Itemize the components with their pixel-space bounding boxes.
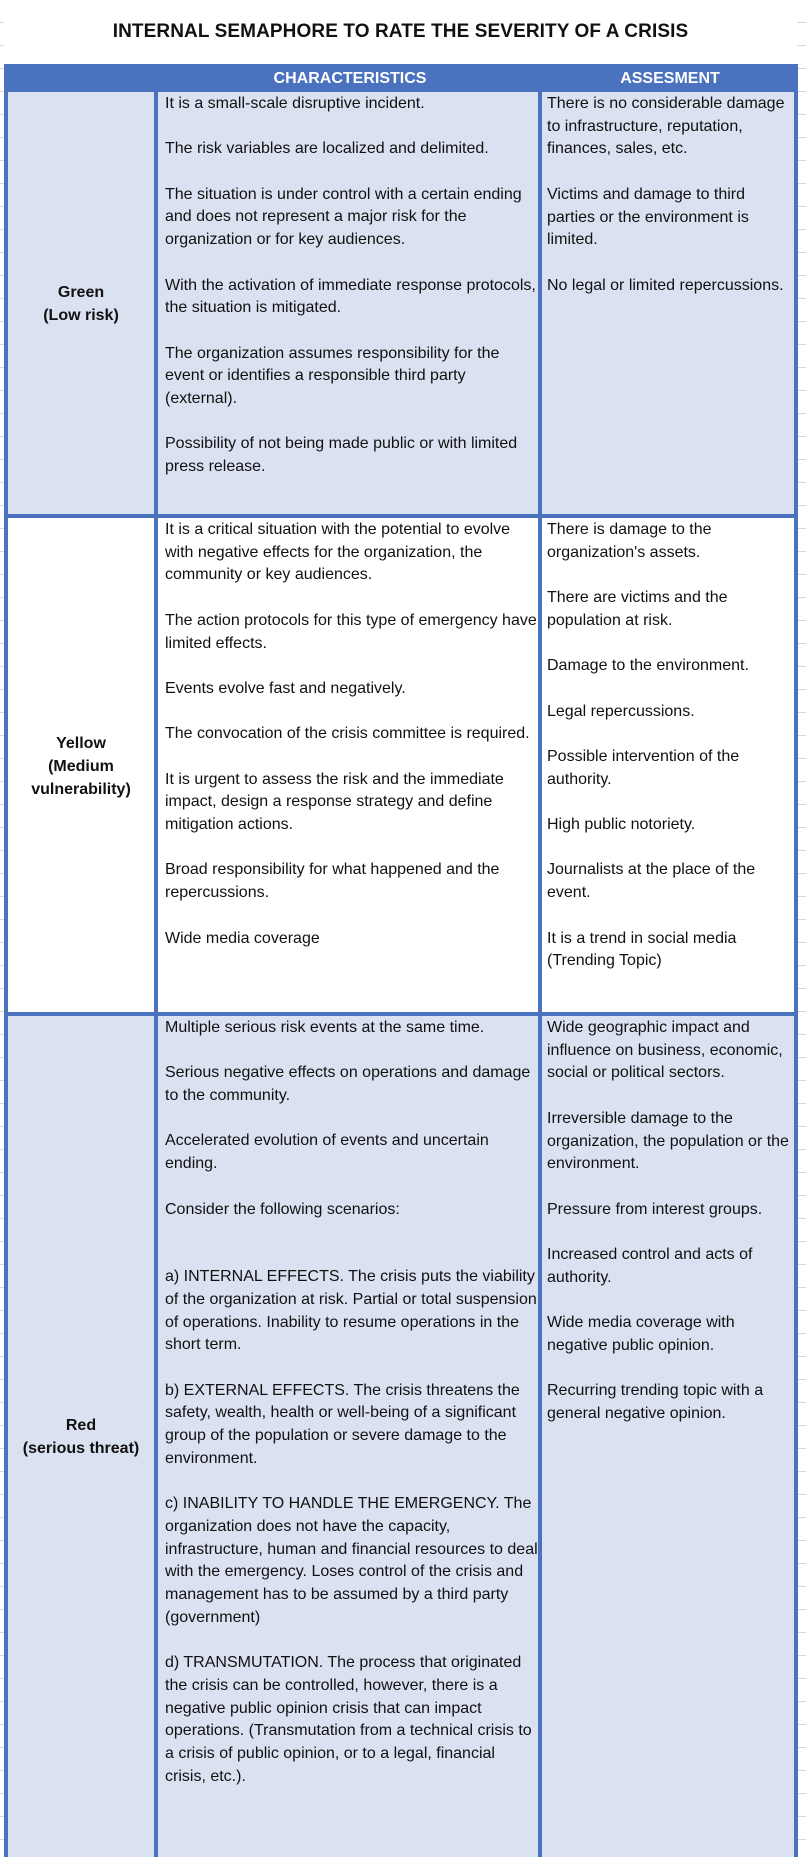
header-assessment: ASSESMENT (620, 70, 720, 87)
header-characteristics: CHARACTERISTICS (273, 70, 427, 87)
scenario-item: c) INABILITY TO HANDLE THE EMERGENCY. The organization does not have the capacity, infrastructure, human and financial resources to deal with the emergency. Loses control of the crisis and management has to be assumed by a third party (government) (165, 1495, 538, 1626)
level-name: Red (65, 1416, 97, 1434)
scenario-item: a) INTERNAL EFFECTS. The crisis puts the viability of the organization at risk. Partial or total suspension of operations. Inability to resume operations in the short term. (165, 1268, 537, 1354)
assessment-item: High public notoriety. (547, 816, 696, 834)
severity-table (4, 64, 798, 1857)
header-level (4, 64, 158, 92)
characteristic-item: Consider the following scenarios: (165, 1200, 400, 1218)
assessment-item: Irreversible damage to the organization, the population or the environment. (547, 1109, 789, 1173)
characteristics-cell-green (158, 92, 542, 516)
assessment-item: Damage to the environment. (547, 657, 749, 675)
characteristic-item: Multiple serious risk events at the same time. (165, 1019, 485, 1036)
assessment-cell-green (542, 92, 798, 516)
characteristic-item: Possibility of not being made public or with limited press release. (165, 435, 518, 476)
scenario-item: d) TRANSMUTATION. The process that originated the crisis can be controlled, however, there is a negative public opinion crisis that can impact operations. (Transmutation from a technical crisis to a crisis of public opinion, or to a legal, financial crisis, etc.). (165, 1654, 532, 1785)
characteristic-item: The situation is under control with a certain ending and does not represent a major risk for the organization or for key audiences. (165, 185, 522, 249)
characteristic-item: The risk variables are localized and delimited. (165, 140, 489, 158)
assessment-item: Recurring trending topic with a general negative opinion. (547, 1382, 764, 1422)
level-cell-red (4, 1016, 158, 1857)
assessment-item: Possible intervention of the authority. (547, 747, 740, 788)
assessment-item: It is a trend in social media (Trending Topic) (547, 929, 737, 970)
level-name: Yellow (56, 734, 106, 752)
level-cell-yellow (4, 518, 158, 1014)
characteristic-item: It is a critical situation with the potential to evolve with negative effects for the organization, the community or key audiences. (165, 521, 511, 584)
assessment-item: Wide media coverage with negative public opinion. (547, 1314, 735, 1354)
sheet-gridlines-right (797, 0, 806, 1857)
assessment-item: Journalists at the place of the event. (547, 861, 756, 902)
assessment-item: Wide geographic impact and influence on business, economic, social or political sectors. (547, 1019, 783, 1082)
level-name: Green (57, 284, 105, 301)
level-detail-line-2: vulnerability) (31, 780, 131, 798)
characteristic-item: Broad responsibility for what happened and the repercussions. (165, 861, 500, 902)
characteristic-item: Wide media coverage (165, 929, 320, 947)
assessment-item: There are victims and the population at risk. (547, 589, 728, 629)
table-row-red (4, 1016, 798, 1857)
characteristic-item: Events evolve fast and negatively. (165, 679, 406, 697)
assessment-cell-yellow (542, 518, 798, 1014)
characteristics-cell-yellow (158, 518, 542, 1014)
page-title: INTERNAL SEMAPHORE TO RATE THE SEVERITY OF A CRISIS (4, 0, 797, 64)
assessment-item: No legal or limited repercussions. (547, 276, 784, 294)
characteristic-item: The convocation of the crisis committee is required. (165, 725, 530, 743)
characteristic-item: The organization assumes responsibility for the event or identifies a responsible third party (external). (165, 344, 500, 408)
level-detail: (serious threat) (22, 1439, 140, 1457)
characteristics-cell-red (158, 1016, 542, 1857)
characteristic-item: With the activation of immediate response protocols, the situation is mitigated. (165, 276, 536, 317)
level-detail: (Low risk) (43, 307, 119, 324)
table-row-green (4, 92, 798, 516)
table-row-yellow (4, 518, 798, 1014)
assessment-item: There is no considerable damage to infrastructure, reputation, finances, sales, etc. (547, 95, 785, 158)
level-detail-line-1: (Medium (48, 757, 114, 775)
level-cell-green (4, 92, 158, 516)
characteristic-item: It is urgent to assess the risk and the immediate impact, design a response strategy and define mitigation actions. (165, 770, 504, 834)
assessment-cell-red (542, 1016, 798, 1857)
assessment-item: Legal repercussions. (547, 702, 695, 720)
assessment-item: Victims and damage to third parties or the environment is limited. (547, 185, 749, 249)
characteristic-item: It is a small-scale disruptive incident. (165, 95, 425, 112)
assessment-item: Increased control and acts of authority. (547, 1245, 753, 1286)
table-header-row (4, 64, 798, 92)
characteristic-item: Accelerated evolution of events and uncertain ending. (165, 1132, 489, 1173)
characteristic-item: The action protocols for this type of emergency have limited effects. (165, 611, 537, 652)
scenario-item: b) EXTERNAL EFFECTS. The crisis threatens the safety, wealth, health or well-being of a significant group of the population or severe damage to the environment. (165, 1381, 520, 1467)
characteristic-item: Serious negative effects on operations and damage to the community. (165, 1064, 531, 1105)
assessment-item: There is damage to the organization's assets. (547, 521, 712, 561)
assessment-item: Pressure from interest groups. (547, 1200, 763, 1218)
